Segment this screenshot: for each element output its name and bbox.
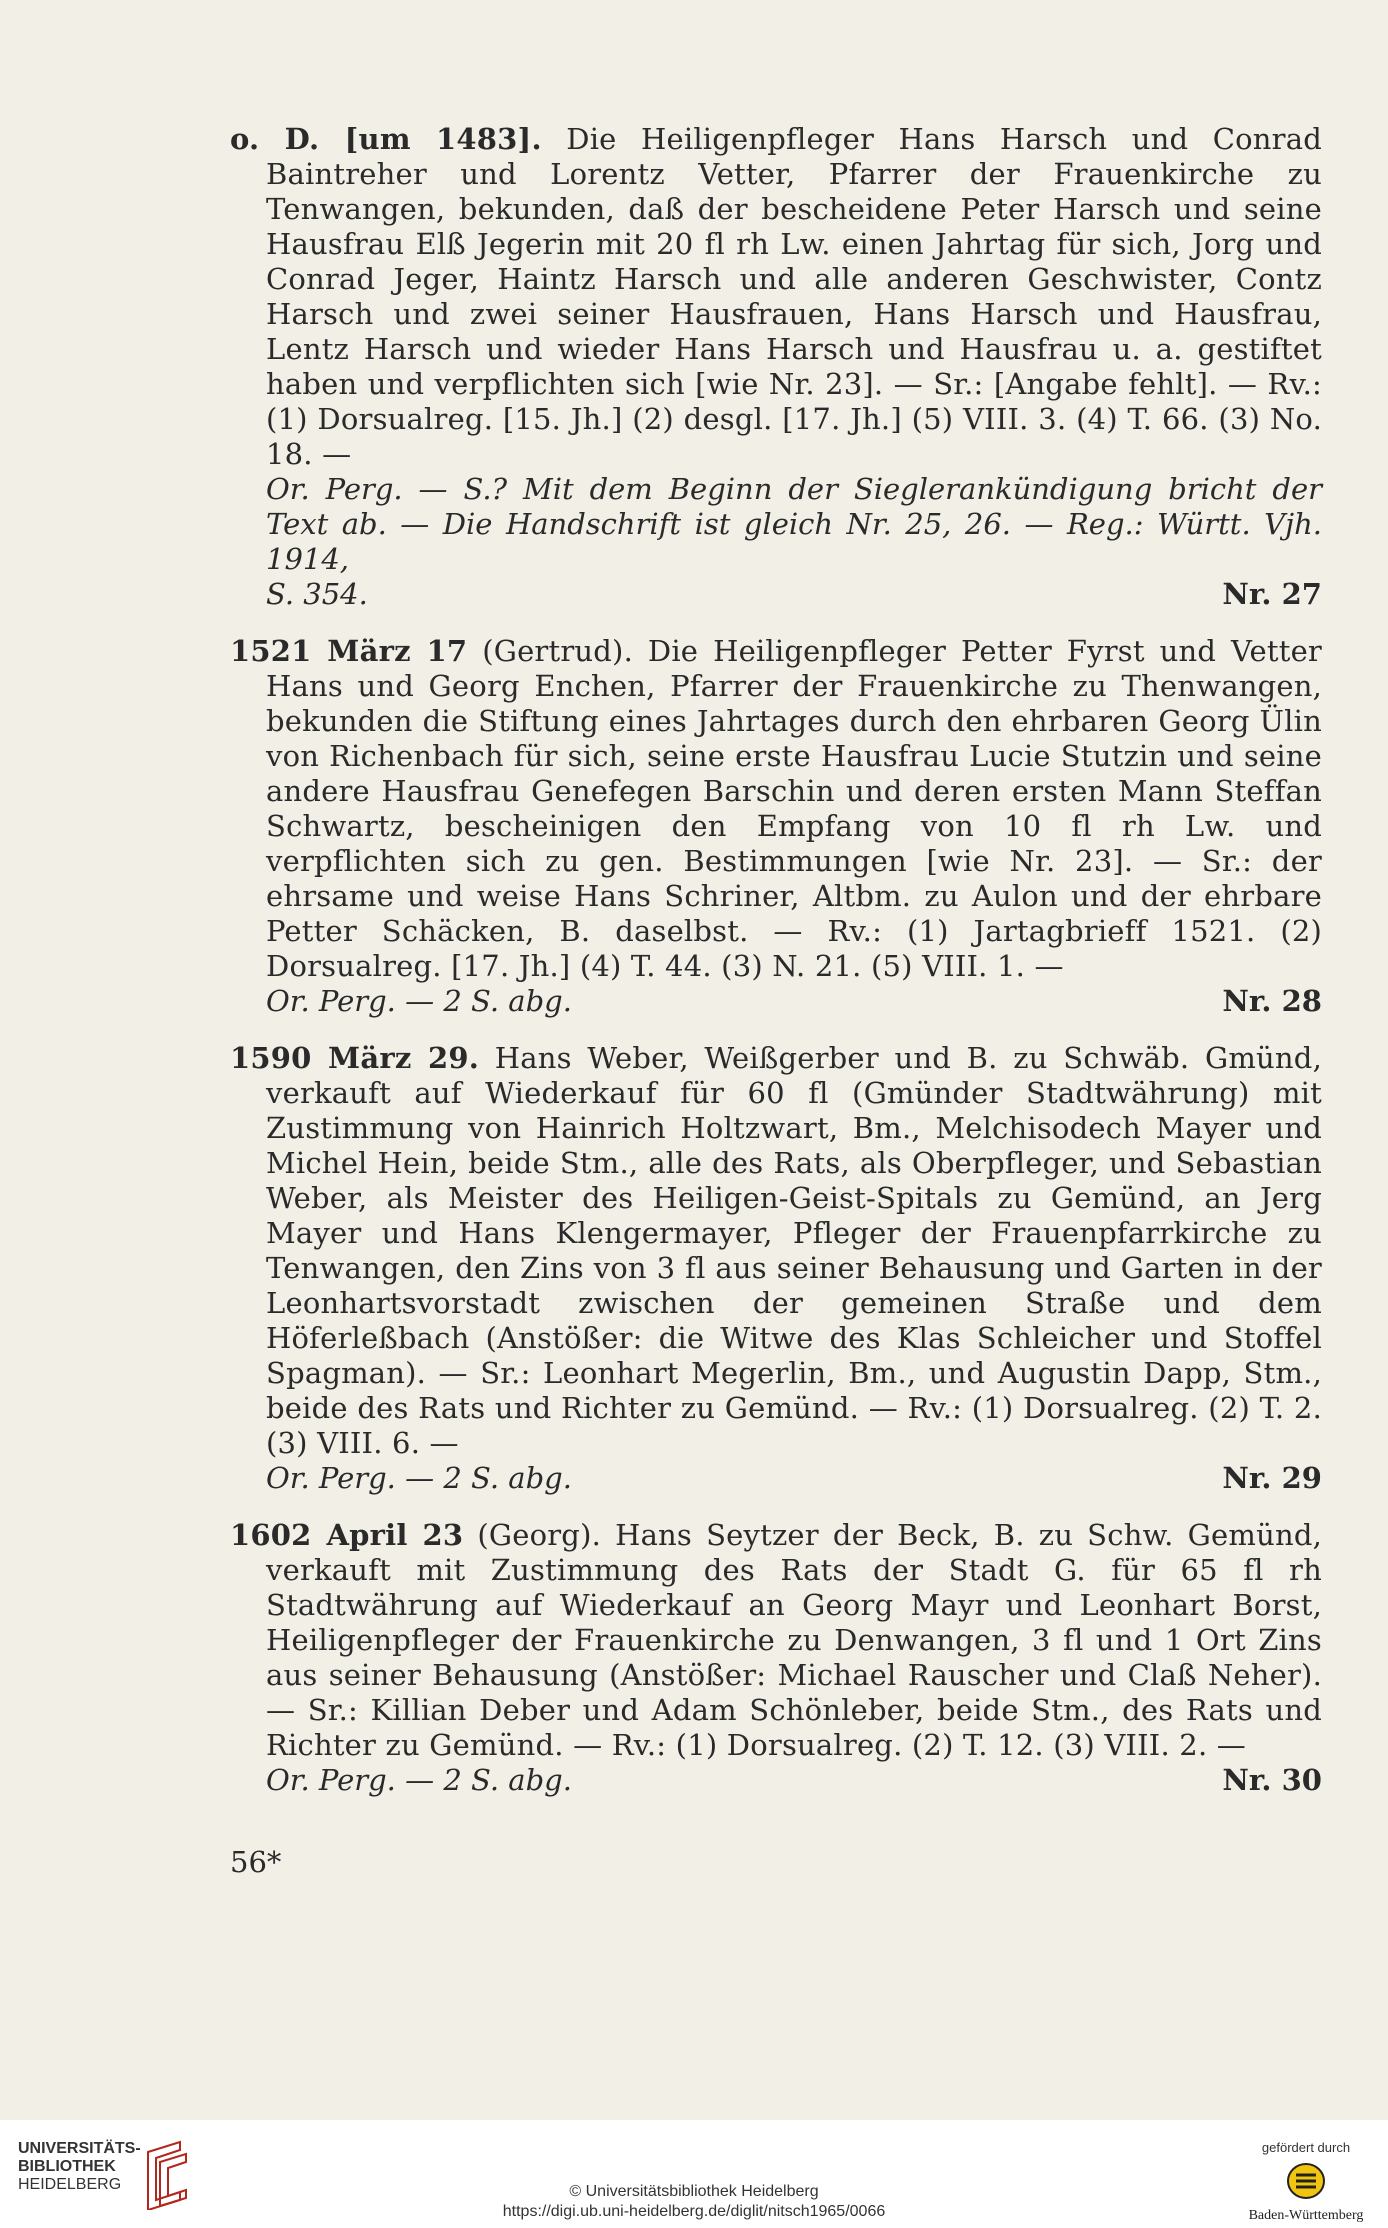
entry-meta-tail: S. 354. <box>266 577 368 611</box>
entry-source: Or. Perg. — 2 S. abg. <box>266 1763 572 1797</box>
entry-text <box>230 634 1322 984</box>
library-name-line2: BIBLIOTHEK <box>18 2158 116 2175</box>
entry-number: Nr. 27 <box>1222 577 1322 611</box>
sponsor <box>1246 2140 1366 2224</box>
entry-body: (Gertrud). Die Heiligenpfleger Petter Fyrst und Vetter Hans und Georg Enchen, Pfarrer der Frauenkirche zu Thenwangen, bekunden die Stiftung eines Jahrtages durch den ehrbaren Georg Ülin von Richenbach für sich, seine erste Hausfrau Lucie Stutzin und seine andere Hausfrau Genefegen Barschin und deren ersten Mann Steffan Schwartz, bescheinigen den Empfang von 10 fl rh Lw. und verpflichten sich zu gen. Bestimmungen [wie Nr. 23]. — Sr.: der ehrsame und weise Hans Schriner, Altbm. zu Aulon und der ehrbare Petter Schäcken, B. daselbst. — Rv.: (1) Jartagbrieff 1521. (2) Dorsualreg. [17. Jh.] (4) T. 44. (3) N. 21. (5) VIII. 1. — <box>266 634 1322 983</box>
entry-body: (Georg). Hans Seytzer der Beck, B. zu Schw. Gemünd, verkauft mit Zustimmung des Rats der Stadt G. für 65 fl rh Stadtwährung auf Wiederkauf an Georg Mayr und Leonhart Borst, Heiligenpfleger der Frauenkirche zu Denwangen, 3 fl und 1 Ort Zins aus seiner Behausung (Anstößer: Michael Rauscher und Claß Neher). — Sr.: Killian Deber und Adam Schönleber, beide Stm., des Rats und Richter zu Gemünd. — Rv.: (1) Dorsualreg. (2) T. 12. (3) VIII. 2. — <box>266 1518 1323 1762</box>
library-name-line1: UNIVERSITÄTS- <box>18 2140 141 2157</box>
entry-date: 1602 April 23 <box>230 1518 464 1552</box>
sponsor-name: Baden-Württemberg <box>1248 2208 1364 2223</box>
entry-number: Nr. 29 <box>1222 1461 1322 1495</box>
entry-meta <box>230 984 1322 1019</box>
library-name-line3: HEIDELBERG <box>18 2176 122 2193</box>
entry-source: Or. Perg. — 2 S. abg. <box>266 1461 572 1495</box>
entry-29 <box>230 1041 1322 1496</box>
coat-of-arms-icon <box>1284 2161 1328 2201</box>
entry-date: 1521 März 17 <box>230 634 468 668</box>
page-number: 56* <box>230 1845 282 1879</box>
entry-number: Nr. 28 <box>1222 984 1322 1018</box>
copyright-text: © Universitätsbibliothek Heidelberg <box>569 2183 819 2200</box>
entry-number: Nr. 30 <box>1222 1763 1322 1797</box>
entry-text <box>230 1041 1322 1461</box>
entry-meta <box>230 1461 1322 1496</box>
entry-text <box>230 122 1322 472</box>
entry-body: Hans Weber, Weißgerber und B. zu Schwäb. Gmünd, verkauft auf Wiederkauf für 60 fl (Gmünder Stadtwährung) mit Zustimmung von Hainrich Holtzwart, Bm., Melchisodech Mayer und Michel Hein, beide Stm., alle des Rats, als Oberpfleger, und Sebastian Weber, als Meister des Heiligen-Geist-Spitals zu Gemünd, an Jerg Mayer und Hans Klengermayer, Pfleger der Frauenpfarrkirche zu Tenwangen, den Zins von 3 fl aus seiner Behausung und Garten in der Leonhartsvorstadt zwischen der gemeinen Straße und dem Höferleßbach (Anstößer: die Witwe des Klas Schleicher und Stoffel Spagman). — Sr.: Leonhart Megerlin, Bm., und Augustin Dapp, Stm., beide des Rats und Richter zu Gemünd. — Rv.: (1) Dorsualreg. (2) T. 2. (3) VIII. 6. — <box>266 1041 1322 1460</box>
footer <box>0 2120 1388 2228</box>
entry-source: Or. Perg. — 2 S. abg. <box>266 984 572 1018</box>
entry-30 <box>230 1518 1322 1798</box>
sponsor-label: gefördert durch <box>1261 2140 1351 2155</box>
copyright <box>0 2182 1388 2222</box>
entry-body: Die Heiligenpfleger Hans Harsch und Conrad Baintreher und Lorentz Vetter, Pfarrer der Frauenkirche zu Tenwangen, bekunden, daß der bescheidene Peter Harsch und seine Hausfrau Elß Jegerin mit 20 fl rh Lw. einen Jahrtag für sich, Jorg und Conrad Jeger, Haintz Harsch und alle anderen Geschwister, Contz Harsch und zwei seiner Hausfrauen, Hans Harsch und Hausfrau, Lentz Harsch und wieder Hans Harsch und Hausfrau u. a. gestiftet haben und verpflichten sich [wie Nr. 23]. — Sr.: [Angabe fehlt]. — Rv.: (1) Dorsualreg. [15. Jh.] (2) desgl. [17. Jh.] (5) VIII. 3. (4) T. 66. (3) No. 18. — <box>266 122 1322 471</box>
entry-date: 1590 März 29. <box>230 1041 480 1075</box>
entry-text <box>230 1518 1322 1763</box>
entry-27 <box>230 122 1322 612</box>
entry-28 <box>230 634 1322 1019</box>
entry-date: o. D. [um 1483]. <box>230 122 542 156</box>
entry-meta-last <box>230 577 1322 612</box>
entry-meta: Or. Perg. — S.? Mit dem Beginn der Sieglerankündigung bricht der Text ab. — Die Handschrift ist gleich Nr. 25, 26. — Reg.: Württ. Vjh. 1914, <box>266 472 1322 576</box>
page-content <box>230 122 1322 1820</box>
entry-meta <box>230 1763 1322 1798</box>
page-url-link[interactable]: https://digi.ub.uni-heidelberg.de/diglit/nitsch1965/0066 <box>502 2203 886 2220</box>
